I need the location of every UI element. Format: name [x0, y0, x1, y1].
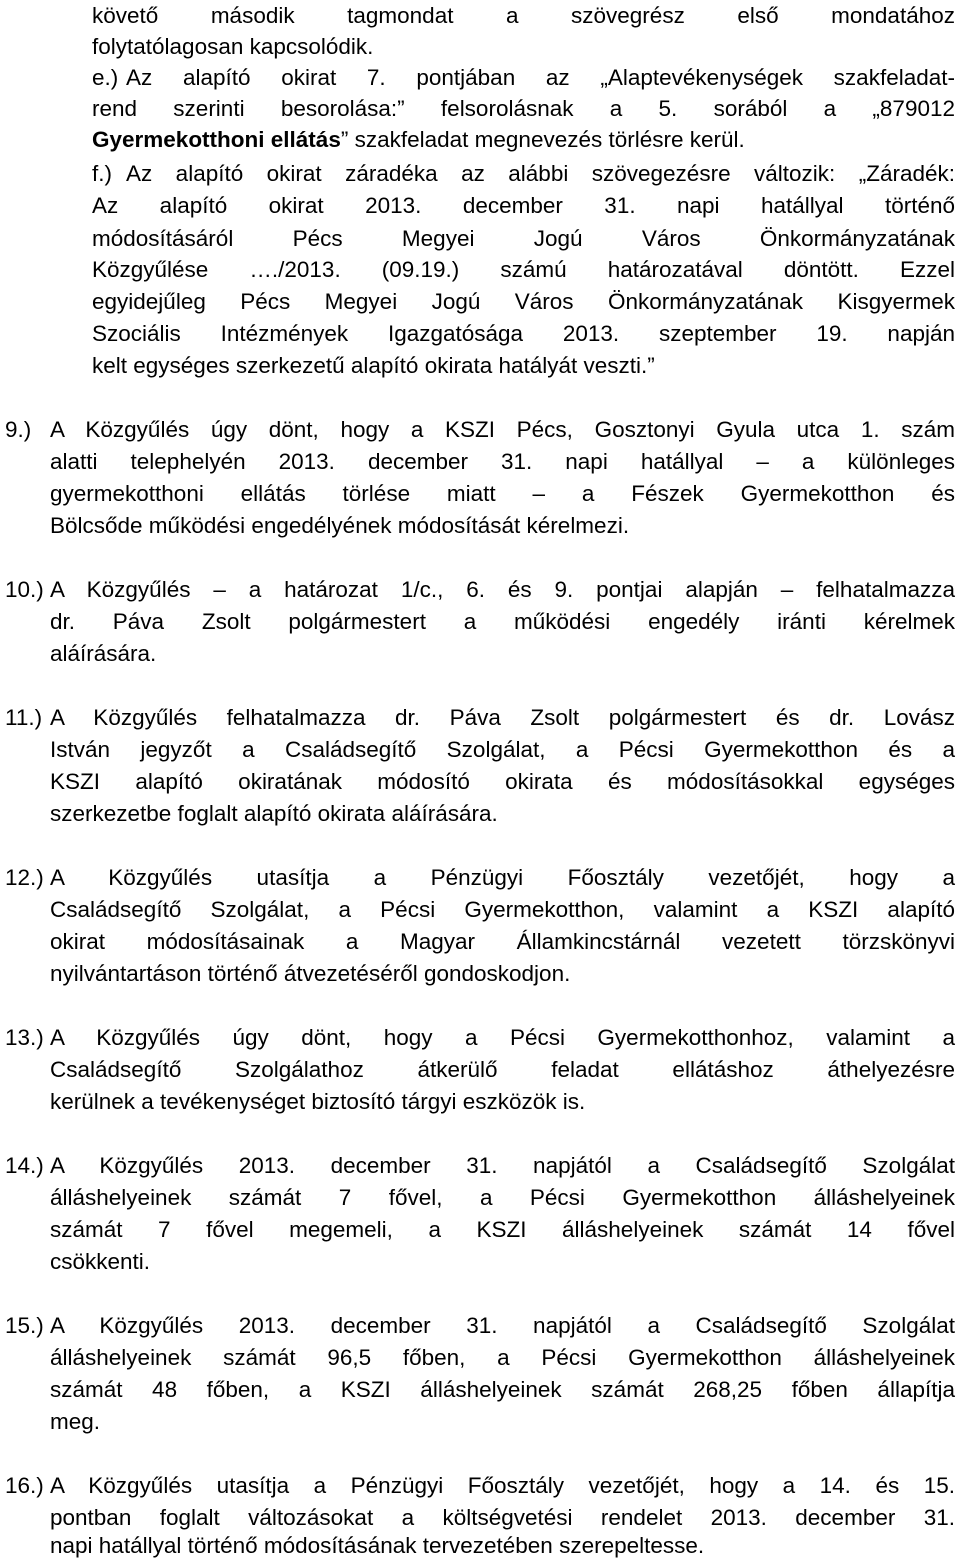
text-line: KSZI alapító okiratának módosító okirata és módosításokkal egységes: [50, 769, 955, 794]
text-line: módosításáról Pécs Megyei Jogú Város Önkormányzatának: [92, 226, 955, 251]
text-line: meg.: [50, 1409, 101, 1434]
text-line: Családsegítő Szolgálat, a Pécsi Gyermekotthon, valamint a KSZI alapító: [50, 897, 955, 922]
text-line: okirat módosításainak a Magyar Államkincstárnál vezetett törzskönyvi: [50, 929, 955, 954]
text-line: Közgyűlése …./2013. (09.19.) számú határozatával döntött. Ezzel: [92, 257, 955, 282]
text-line: nyilvántartáson történő átvezetéséről gondoskodjon.: [50, 961, 571, 986]
text-line: A Közgyűlés 2013. december 31. napjától a Családsegítő Szolgálat: [50, 1153, 955, 1178]
text-line: kerülnek a tevékenységet biztosító tárgyi eszközök is.: [50, 1089, 586, 1114]
text-line: aláírására.: [50, 641, 157, 666]
text-line: Szociális Intézmények Igazgatósága 2013. szeptember 19. napján: [92, 321, 955, 346]
item-number: 13.): [5, 1025, 44, 1050]
text-line: folytatólagosan kapcsolódik.: [92, 34, 374, 59]
text-line: Az alapító okirat 2013. december 31. napi hatállyal történő: [92, 193, 955, 218]
subitem-marker: f.): [92, 161, 112, 186]
text-line: csökkenti.: [50, 1249, 151, 1274]
item-number: 11.): [5, 705, 43, 730]
text-line: gyermekotthoni ellátás törlése miatt – a Fészek Gyermekotthon és: [50, 481, 955, 506]
text-line: dr. Páva Zsolt polgármestert a működési engedély iránti kérelmek: [50, 609, 955, 634]
text-line: Az alapító okirat 7. pontjában az „Alaptevékenységek szakfeladat-: [126, 65, 955, 90]
text-line: A Közgyűlés utasítja a Pénzügyi Főosztály vezetőjét, hogy a 14. és 15.: [50, 1473, 955, 1498]
text-line: álláshelyeinek számát 96,5 főben, a Pécsi Gyermekotthon álláshelyeinek: [50, 1345, 955, 1370]
item-number: 14.): [5, 1153, 44, 1178]
text-line: alatti telephelyén 2013. december 31. napi hatállyal – a különleges: [50, 449, 955, 474]
subitem-marker: e.): [92, 65, 119, 90]
text-line: A Közgyűlés – a határozat 1/c., 6. és 9. pontjai alapján – felhatalmazza: [50, 577, 955, 602]
bold-term: Gyermekotthoni ellátás: [92, 127, 341, 152]
text-line: Az alapító okirat záradéka az alábbi szövegezésre változik: „Záradék:: [126, 161, 955, 186]
item-number: 12.): [5, 865, 44, 890]
text-line: rend szerinti besorolása:” felsorolásnak a 5. sorából a „879012: [92, 96, 955, 121]
text-line: A Közgyűlés utasítja a Pénzügyi Főosztály vezetőjét, hogy a: [50, 865, 955, 890]
text-line: István jegyzőt a Családsegítő Szolgálat, a Pécsi Gyermekotthon és a: [50, 737, 955, 762]
text-line: Családsegítő Szolgálathoz átkerülő feladat ellátáshoz áthelyezésre: [50, 1057, 955, 1082]
text-line: A Közgyűlés 2013. december 31. napjától a Családsegítő Szolgálat: [50, 1313, 955, 1338]
text-line: [92, 124, 745, 156]
text-line: álláshelyeinek számát 7 fővel, a Pécsi Gyermekotthon álláshelyeinek: [50, 1185, 955, 1210]
text-line: A Közgyűlés úgy dönt, hogy a KSZI Pécs, Gosztonyi Gyula utca 1. szám: [50, 417, 955, 442]
text-line: számát 7 fővel megemeli, a KSZI álláshelyeinek számát 14 fővel: [50, 1217, 955, 1242]
text-line: kelt egységes szerkezetű alapító okirata hatályát veszti.”: [92, 353, 655, 378]
text-fragment: ” szakfeladat megnevezés törlésre kerül.: [340, 127, 745, 152]
text-line: egyidejűleg Pécs Megyei Jogú Város Önkormányzatának Kisgyermek: [92, 289, 955, 314]
item-number: 10.): [5, 577, 44, 602]
item-number: 9.): [5, 417, 32, 442]
text-line: A Közgyűlés felhatalmazza dr. Páva Zsolt polgármestert és dr. Lovász: [50, 705, 955, 730]
item-number: 15.): [5, 1313, 44, 1338]
text-line: napi hatállyal történő módosításának tervezetében szerepeltesse.: [50, 1533, 705, 1558]
text-line: szerkezetbe foglalt alapító okirata aláírására.: [50, 801, 498, 826]
text-line: követő második tagmondat a szövegrész első mondatához: [92, 3, 955, 28]
text-line: pontban foglalt változásokat a költségvetési rendelet 2013. december 31.: [50, 1505, 955, 1530]
text-line: A Közgyűlés úgy dönt, hogy a Pécsi Gyermekotthonhoz, valamint a: [50, 1025, 955, 1050]
text-line: számát 48 főben, a KSZI álláshelyeinek számát 268,25 főben állapítja: [50, 1377, 955, 1402]
text-line: Bölcsőde működési engedélyének módosítását kérelmezi.: [50, 513, 630, 538]
item-number: 16.): [5, 1473, 44, 1498]
